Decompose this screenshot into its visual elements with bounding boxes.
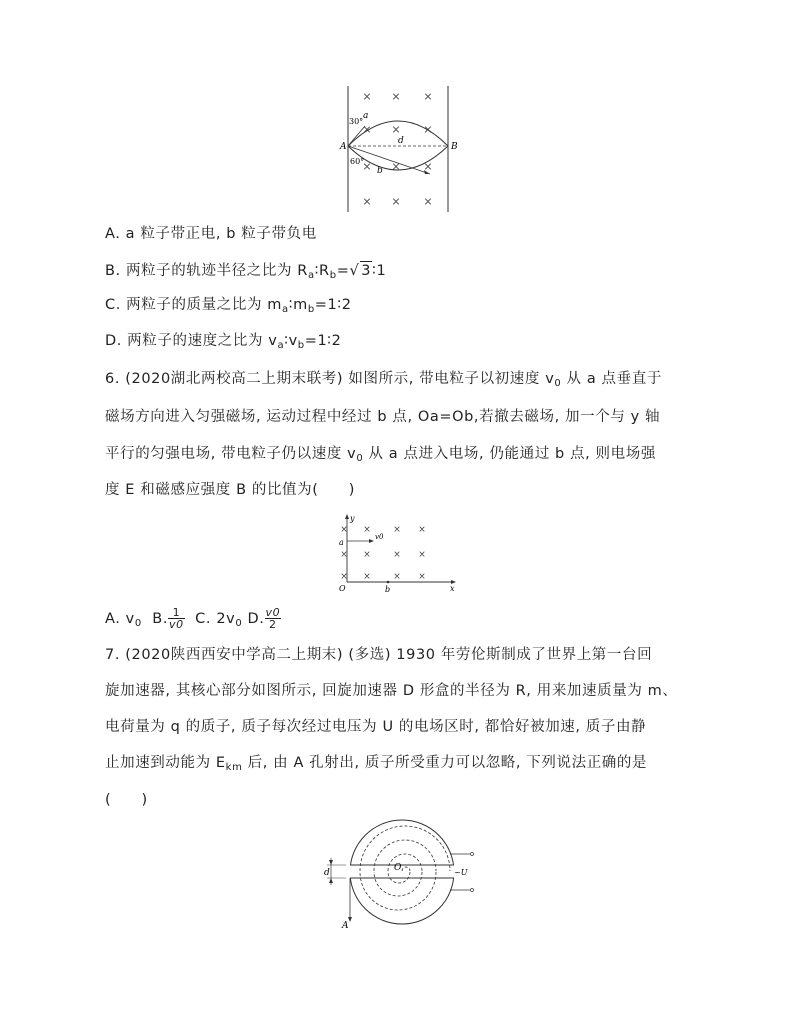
- q5-option-a: A. a 粒子带正电, b 粒子带负电: [105, 226, 317, 242]
- q7-stem-line1: 7. (2020陕西西安中学高二上期末) (多选) 1930 年劳伦斯制成了世界上第一台回: [105, 647, 653, 663]
- svg-text:×: ×: [423, 195, 433, 208]
- svg-text:O: O: [394, 863, 402, 873]
- svg-text:×: ×: [393, 525, 401, 535]
- field-crosses: [362, 90, 432, 208]
- q7-stem-line3: 电荷量为 q 的质子, 质子每次经过电压为 U 的电场区时, 都恰好被加速, 质子由静: [105, 719, 647, 735]
- svg-text:60°: 60°: [350, 157, 365, 166]
- figure-cyclotron: [322, 818, 482, 930]
- svg-text:×: ×: [340, 572, 348, 582]
- q5-option-c: C. 两粒子的质量之比为 $m_a∶m_b=1∶2$: [105, 297, 352, 315]
- q6-option-d: D. $\frac{v0}{2}$: [247, 606, 281, 631]
- svg-text:×: ×: [340, 525, 348, 535]
- svg-text:a: a: [363, 111, 369, 121]
- svg-text:×: ×: [362, 195, 372, 208]
- svg-text:~U: ~U: [454, 868, 468, 877]
- svg-text:d: d: [398, 136, 404, 146]
- svg-text:30°: 30°: [349, 117, 364, 126]
- svg-text:b: b: [377, 166, 383, 176]
- svg-text:×: ×: [363, 550, 371, 560]
- figure-trajectories: [335, 86, 465, 214]
- svg-text:×: ×: [363, 572, 371, 582]
- svg-text:b: b: [385, 585, 391, 594]
- figure-coordinate-field: [330, 512, 460, 594]
- svg-text:×: ×: [391, 160, 401, 173]
- q6-stem-line4: 度 E 和磁感应强度 B 的比值为( ): [105, 482, 355, 498]
- q7-stem-line4: 止加速到动能为 $E_{km}$ 后, 由 A 孔射出, 质子所受重力可以忽略, 下列说法正确的是: [105, 755, 648, 773]
- svg-text:×: ×: [423, 90, 433, 103]
- q6-option-b: B. $\frac{1}{v0}$: [152, 606, 184, 631]
- svg-text:O: O: [339, 584, 346, 593]
- q6-option-a: A. $v_0$: [105, 610, 142, 629]
- svg-text:×: ×: [418, 525, 426, 535]
- q7-stem-line2: 旋加速器, 其核心部分如图所示, 回旋加速器 D 形盒的半径为 R, 用来加速质量为 m、: [105, 683, 678, 699]
- svg-text:y: y: [350, 514, 355, 523]
- q6-option-c: C. $2v_0$: [195, 610, 243, 629]
- svg-text:×: ×: [362, 160, 372, 173]
- svg-text:×: ×: [363, 525, 371, 535]
- q7-stem-line5: ( ): [105, 792, 148, 808]
- svg-text:×: ×: [423, 160, 433, 173]
- svg-text:×: ×: [391, 123, 401, 136]
- q6-stem-line2: 磁场方向进入匀强磁场, 运动过程中经过 b 点, Oa=Ob,若撤去磁场, 加一个与 y 轴: [105, 409, 661, 425]
- svg-text:×: ×: [340, 550, 348, 560]
- svg-text:×: ×: [393, 550, 401, 560]
- q5-option-b: B. 两粒子的轨迹半径之比为 $R_a∶R_b=√$ 3∶1: [105, 263, 387, 281]
- svg-text:×: ×: [362, 123, 372, 136]
- svg-text:v0: v0: [375, 533, 384, 541]
- svg-text:×: ×: [391, 90, 401, 103]
- q6-stem-line1: 6. (2020湖北两校高二上期末联考) 如图所示, 带电粒子以初速度 $v_0$ 从 a 点垂直于: [105, 371, 662, 389]
- label-A: A: [340, 142, 347, 152]
- svg-text:×: ×: [423, 123, 433, 136]
- svg-text:a: a: [339, 538, 344, 547]
- svg-text:×: ×: [362, 90, 372, 103]
- svg-text:x: x: [450, 584, 455, 593]
- label-B: B: [451, 142, 458, 152]
- svg-text:d: d: [324, 868, 330, 878]
- q6-options: [105, 607, 281, 633]
- svg-text:×: ×: [418, 572, 426, 582]
- svg-text:×: ×: [393, 572, 401, 582]
- q6-stem-line3: 平行的匀强电场, 带电粒子仍以速度 $v_0$ 从 a 点进入电场, 仍能通过 b 点, 则电场强: [105, 446, 656, 464]
- svg-text:×: ×: [391, 195, 401, 208]
- svg-text:A: A: [342, 921, 349, 930]
- svg-text:×: ×: [418, 550, 426, 560]
- q5-option-d: D. 两粒子的速度之比为 $v_a∶v_b=1∶2$: [105, 333, 342, 351]
